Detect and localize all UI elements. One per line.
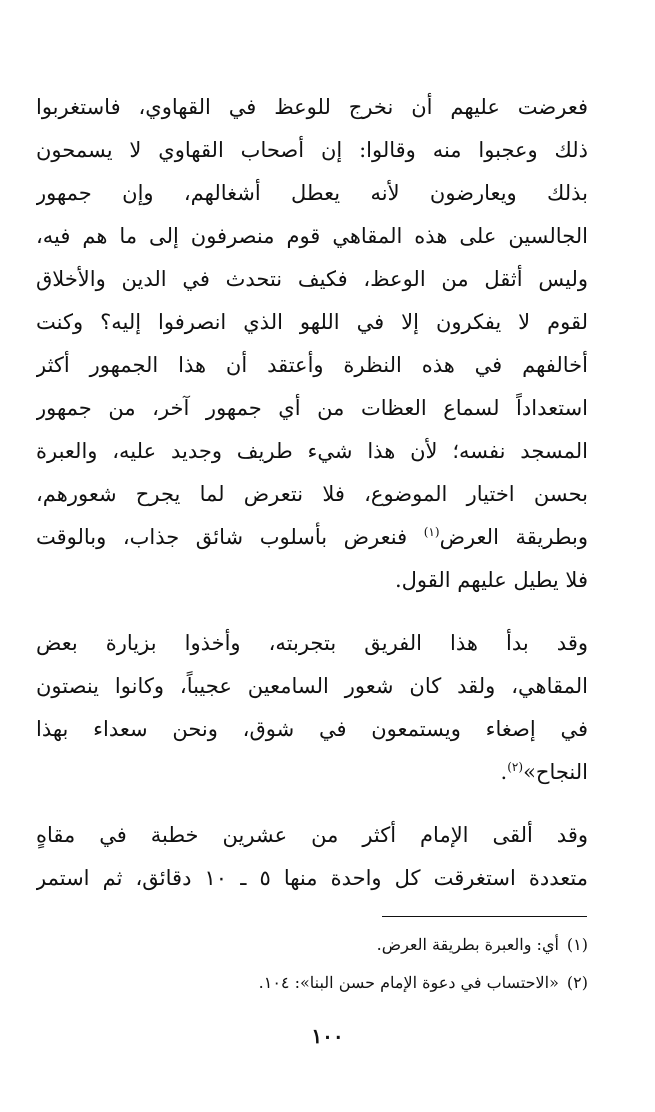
paragraph-gap — [36, 602, 588, 622]
text-line: المقاهي، ولقد كان شعور السامعين عجيباً، وكانوا ينصتون — [36, 674, 588, 698]
footnote-number: (١) — [566, 935, 588, 954]
text-line: متعددة استغرقت كل واحدة منها ٥ ـ ١٠ دقائق، ثم استمر — [36, 866, 588, 890]
text-line: لقوم لا يفكرون إلا في اللهو الذي انصرفوا إليه؟ وكنت — [36, 310, 588, 334]
footnote-text: «الاحتساب في دعوة الإمام حسن البنا»: ١٠٤. — [258, 973, 559, 992]
text-fragment: فنعرض بأسلوب شائق جذاب، وبالوقت — [36, 525, 408, 549]
text-line: أخالفهم في هذه النظرة وأعتقد أن هذا الجمهور أكثر — [36, 353, 588, 377]
page-number: ١٠٠ — [311, 1024, 344, 1048]
text-fragment: النجاح» — [523, 760, 588, 784]
paragraph-gap — [36, 794, 588, 814]
text-line-with-footnote-ref — [36, 751, 588, 794]
text-line: بذلك ويعارضون لأنه يعطل أشغالهم، وإن جمهور — [36, 181, 588, 205]
text-line: ذلك وعجبوا منه وقالوا: إن أصحاب القهاوي لا يسمحون — [36, 138, 588, 162]
text-line: الجالسين على هذه المقاهي قوم منصرفون إلى ما هم فيه، — [36, 224, 588, 248]
text-line: المسجد نفسه؛ لأن هذا شيء طريف وجديد عليه، والعبرة — [36, 439, 588, 463]
footnote-number: (٢) — [566, 973, 588, 992]
footnote-2 — [36, 964, 588, 1002]
footnote-separator — [382, 916, 587, 917]
footnote-ref-2: (٢) — [507, 760, 524, 774]
text-line: بحسن اختيار الموضوع، فلا نتعرض لما يجرح شعورهم، — [36, 482, 588, 506]
text-line: فعرضت عليهم أن نخرج للوعظ في القهاوي، فاستغربوا — [36, 95, 588, 119]
footnote-text: أي: والعبرة بطريقة العرض. — [376, 935, 559, 954]
text-line: وليس أثقل من الوعظ، فكيف نتحدث في الدين والأخلاق — [36, 267, 588, 291]
text-line: وقد ألقى الإمام أكثر من عشرين خطبة في مقاهٍ — [36, 823, 588, 847]
period: . — [500, 760, 508, 784]
footnote-ref-1: (١) — [423, 525, 440, 539]
text-line: فلا يطيل عليهم القول. — [394, 568, 588, 592]
text-line: في إصغاء ويستمعون في شوق، ونحن سعداء بهذا — [36, 717, 588, 741]
text-line: استعداداً لسماع العظات من أي جمهور آخر، من جمهور — [36, 396, 588, 420]
text-fragment: وبطريقة العرض — [439, 525, 588, 549]
text-line: وقد بدأ هذا الفريق بتجربته، وأخذوا بزيارة بعض — [36, 631, 588, 655]
footnotes — [36, 926, 588, 1002]
text-line-with-footnote-ref — [36, 516, 588, 559]
body-text — [36, 86, 588, 900]
footnote-1 — [36, 926, 588, 964]
